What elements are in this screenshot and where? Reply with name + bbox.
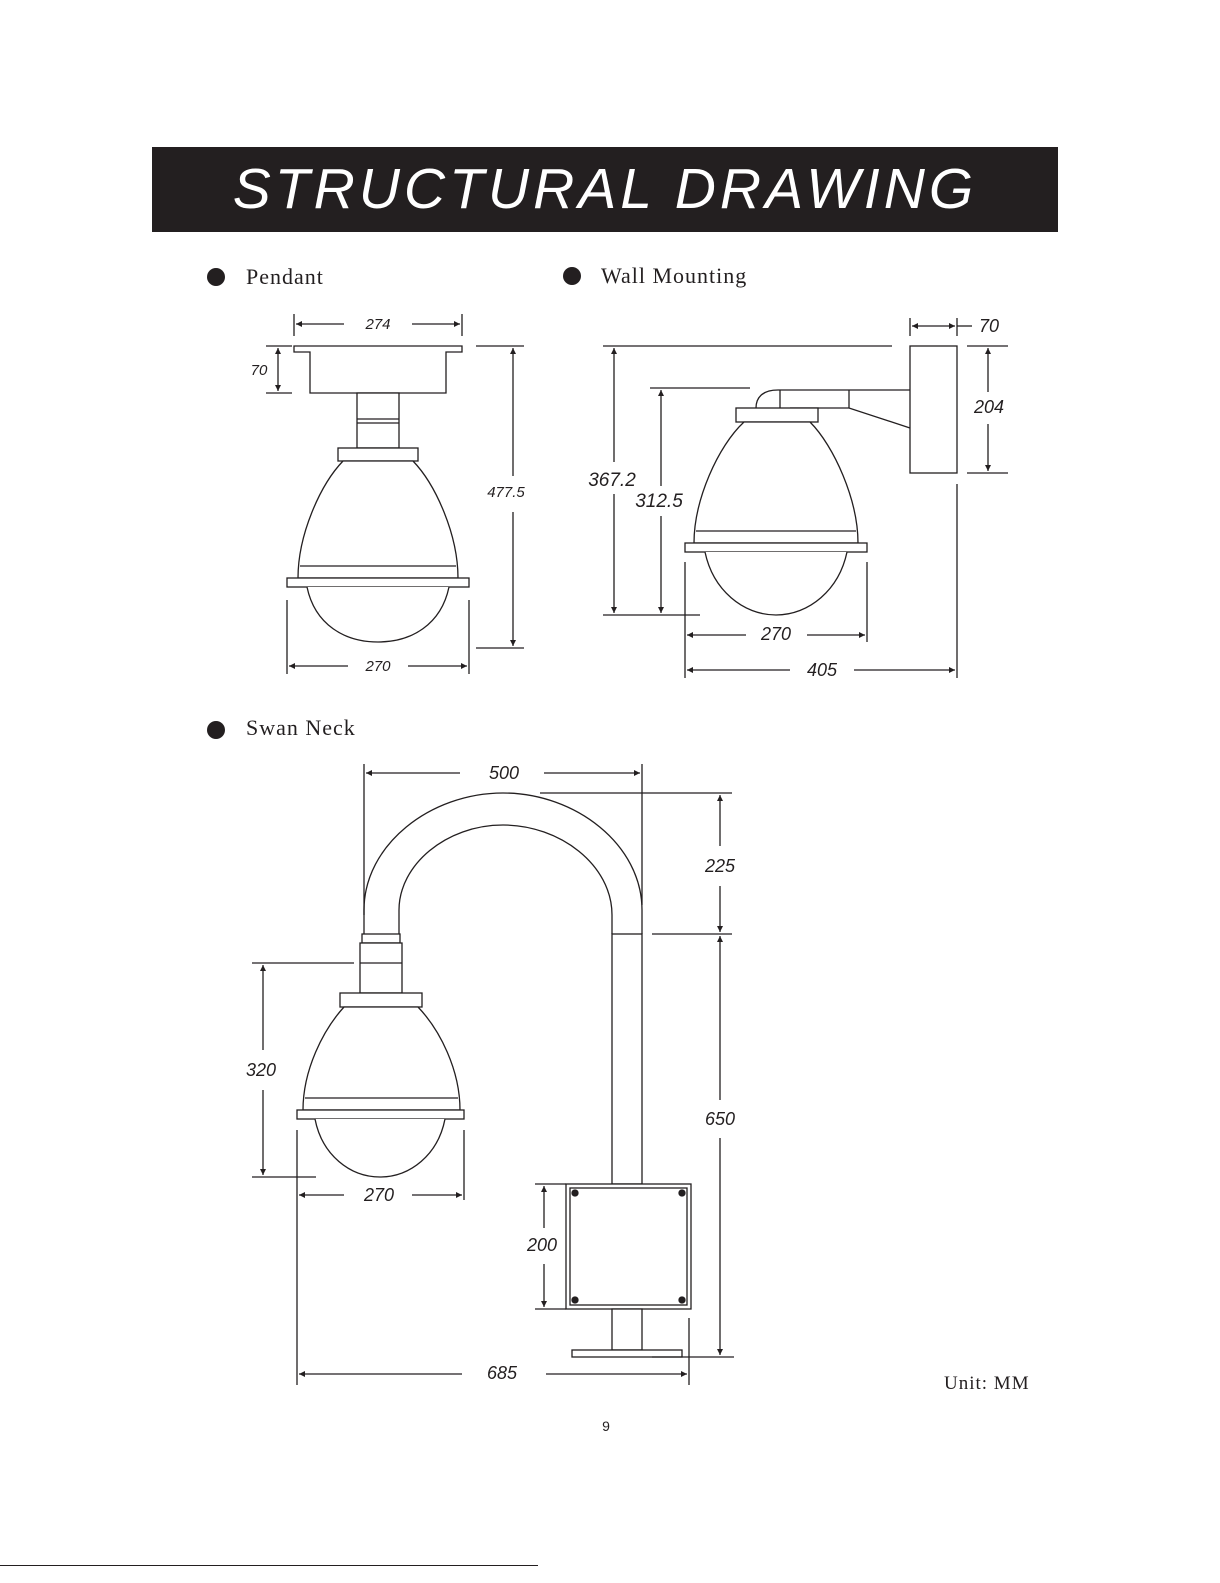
pendant-total-height-label: 477.5 bbox=[487, 484, 525, 501]
pendant-top-width-label: 274 bbox=[365, 316, 391, 333]
swan-neck-drawing bbox=[252, 764, 734, 1385]
wall-plate-depth-label: 70 bbox=[978, 316, 1000, 336]
footer-divider bbox=[0, 1565, 538, 1566]
wall-dome-width-label: 270 bbox=[760, 624, 792, 644]
wall-mounting-label: Wall Mounting bbox=[601, 263, 748, 288]
swan-arm-reach-label: 500 bbox=[488, 763, 520, 783]
pendant-label: Pendant bbox=[246, 264, 324, 289]
swan-dome-width-label: 270 bbox=[363, 1185, 395, 1205]
pendant-drawing bbox=[266, 314, 524, 674]
swan-total-width-label: 685 bbox=[486, 1363, 518, 1383]
wall-plate-height-label: 204 bbox=[973, 397, 1005, 417]
swan-arc-height-label: 225 bbox=[704, 856, 736, 876]
unit-label: Unit: MM bbox=[944, 1373, 1030, 1394]
pendant-dome-width-label: 270 bbox=[365, 658, 391, 675]
pendant-mount-height-label: 70 bbox=[250, 362, 268, 379]
wall-housing-height-label: 312.5 bbox=[635, 491, 683, 512]
swan-pole-height-label: 650 bbox=[704, 1109, 736, 1129]
swan-neck-label: Swan Neck bbox=[246, 715, 356, 740]
swan-housing-height-label: 320 bbox=[245, 1060, 277, 1080]
wall-total-depth-label: 405 bbox=[806, 660, 838, 680]
page-number: 9 bbox=[602, 1418, 610, 1434]
page-title: STRUCTURAL DRAWING bbox=[232, 157, 978, 221]
wall-total-height-label: 367.2 bbox=[588, 470, 636, 491]
swan-box-height-label: 200 bbox=[526, 1235, 558, 1255]
